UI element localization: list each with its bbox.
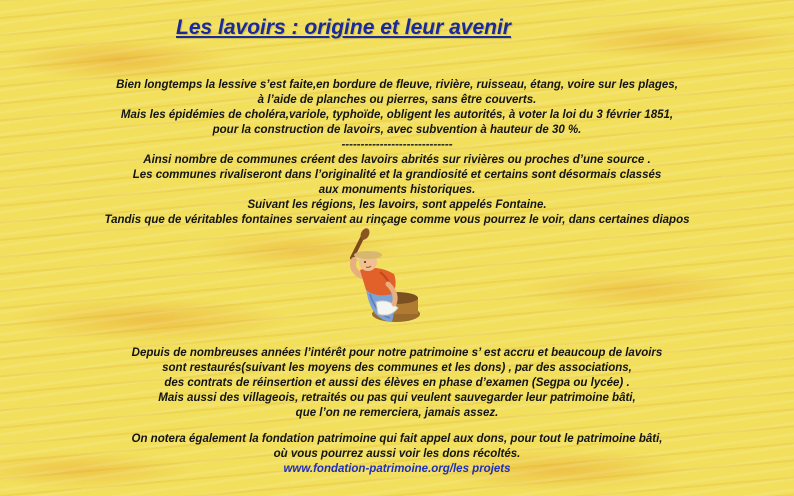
page-title: Les lavoirs : origine et leur avenir: [176, 16, 511, 39]
intro-line: Suivant les régions, les lavoirs, sont appelés Fontaine.: [247, 199, 547, 211]
intro-line: Les communes rivaliseront dans l’originalité et la grandiosité et certains sont désormais classés: [132, 169, 662, 181]
footer-line: On notera également la fondation patrimoine qui fait appel aux dons, pour tout le patrimoine bâti,: [131, 433, 663, 445]
outro-line: des contrats de réinsertion et aussi des élèves en phase d’examen (Segpa ou lycée) .: [164, 377, 630, 389]
intro-text-block: [0, 78, 794, 228]
intro-line: pour la construction de lavoirs, avec subvention à hauteur de 30 %.: [212, 124, 582, 136]
intro-line: à l’aide de planches ou pierres, sans être couverts.: [257, 94, 537, 106]
intro-line: aux monuments historiques.: [318, 184, 476, 196]
footer-line: où vous pourrez aussi voir les dons récoltés.: [273, 448, 521, 460]
intro-line: Bien longtemps la lessive s’est faite,en bordure de fleuve, rivière, ruisseau, étang, voire sur les plages,: [116, 79, 678, 91]
intro-line: Ainsi nombre de communes créent des lavoirs abrités sur rivières ou proches d’une source .: [143, 154, 651, 166]
outro-line: Depuis de nombreuses années l’intérêt pour notre patrimoine s’ est accru et beaucoup de lavoirs: [131, 347, 663, 359]
intro-line: Mais les épidémies de choléra,variole, typhoïde, obligent les autorités, à voter la loi du 3 février 1851,: [120, 109, 674, 121]
fondation-patrimoine-link[interactable]: www.fondation-patrimoine.org/les projets: [283, 463, 511, 475]
outro-line: sont restaurés(suivant les moyens des communes et les dons) , par des associations,: [162, 362, 632, 374]
outro-text-block: [0, 346, 794, 421]
outro-line: Mais aussi des villageois, retraités ou pas qui veulent sauvegarder leur patrimoine bâti,: [158, 392, 636, 404]
outro-line: que l’on ne remerciera, jamais assez.: [295, 407, 499, 419]
separator-line: -----------------------------: [341, 139, 453, 151]
footer-text-block: [0, 432, 794, 477]
intro-line: Tandis que de véritables fontaines servaient au rinçage comme vous pourrez le voir, dans certaines diapos: [104, 214, 690, 226]
washerwoman-icon: [336, 228, 432, 330]
